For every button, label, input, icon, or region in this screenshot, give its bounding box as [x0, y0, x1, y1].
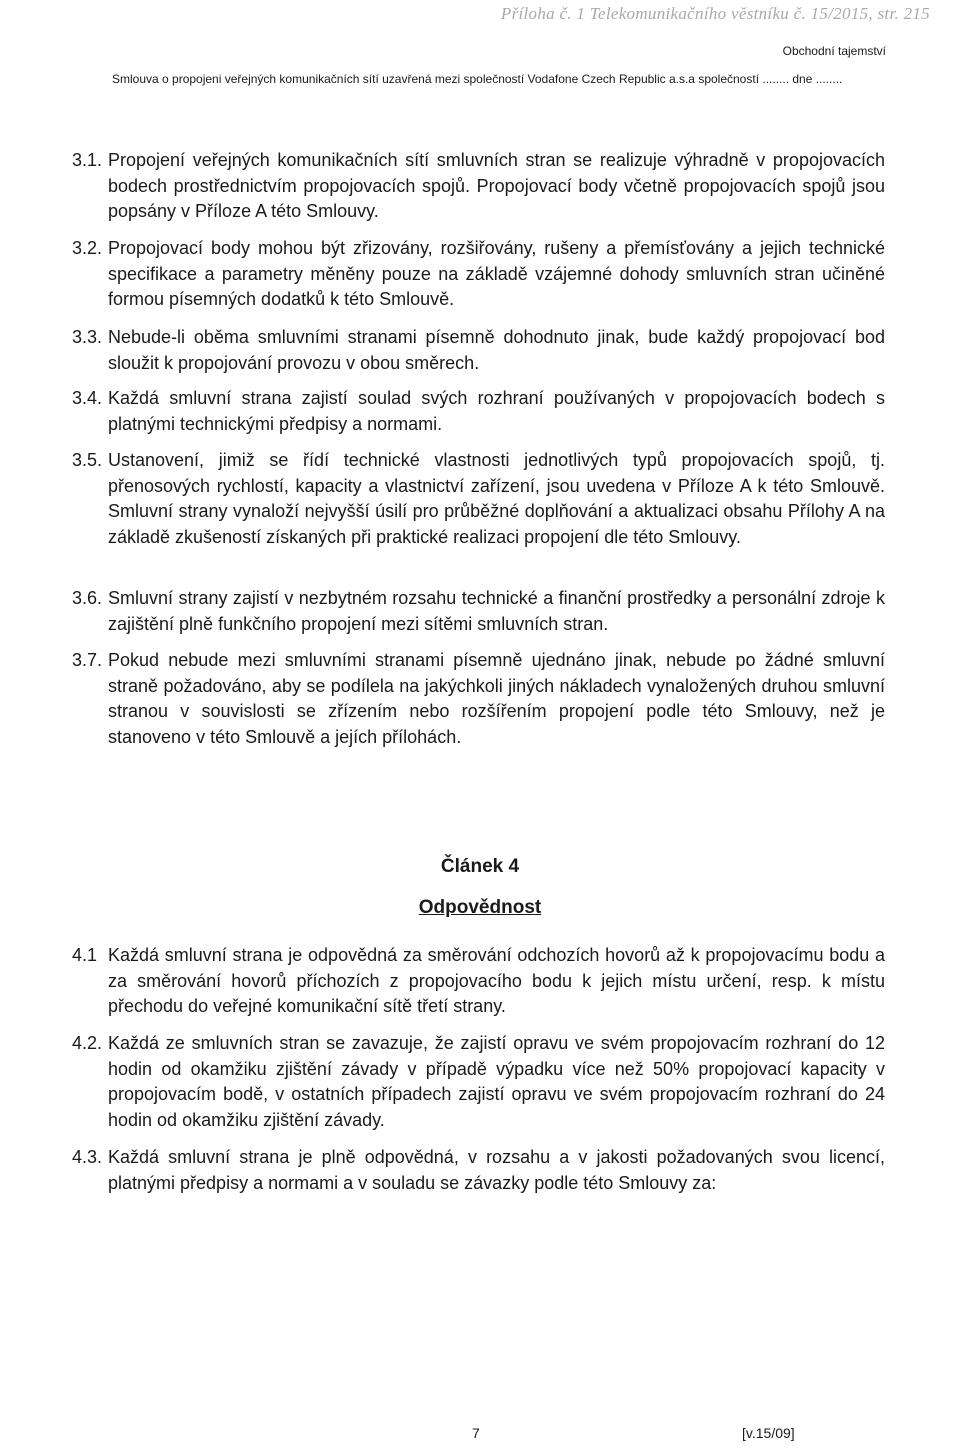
- page-number: 7: [472, 1425, 480, 1441]
- clause-3-1: [72, 148, 885, 225]
- clause-number: 3.7.: [72, 650, 103, 670]
- clause-text: Nebude-li oběma smluvními stranami písemně dohodnuto jinak, bude každý propojovací bod sloužit k propojování provozu v obou směrech.: [108, 327, 885, 373]
- journal-header: Příloha č. 1 Telekomunikačního věstníku č. 15/2015, str. 215: [500, 4, 930, 23]
- clause-number: 3.1.: [72, 150, 103, 170]
- clause-number: 4.1: [72, 945, 98, 965]
- clause-text: Každá smluvní strana je plně odpovědná, v rozsahu a v jakosti požadovaných svou licencí, platnými předpisy a normami a v souladu se závazky podle této Smlouvy za:: [108, 1147, 885, 1193]
- clause-number: 3.5.: [72, 450, 103, 470]
- clause-number: 3.3.: [72, 327, 103, 347]
- clause-4-3: [72, 1145, 885, 1196]
- clause-3-2: [72, 236, 885, 313]
- clause-3-5: [72, 448, 885, 550]
- version-label: [v.15/09]: [742, 1425, 795, 1441]
- clause-text: Propojení veřejných komunikačních sítí smluvních stran se realizuje výhradně v propojovacích bodech prostřednictvím propojovacích spojů. Propojovací body včetně propojovacích spojů jsou popsány v Příloze A této Smlouvy.: [108, 150, 885, 221]
- clause-4-1: [72, 943, 885, 1020]
- clause-number: 3.4.: [72, 388, 103, 408]
- clause-text: Každá ze smluvních stran se zavazuje, že zajistí opravu ve svém propojovacím rozhraní do 12 hodin od okamžiku zjištění závady v případě výpadku více než 50% propojovací kapacity v propojovacím bodě, v ostatních případech zajistí opravu ve svém propojovacím rozhraní do 24 hodin od okamžiku zjištění závady.: [108, 1033, 885, 1130]
- clause-text: Pokud nebude mezi smluvními stranami písemně ujednáno jinak, nebude po žádné smluvní straně požadováno, aby se podílela na jakýchkoli jiných nákladech vynaložených druhou smluvní stranou v souvislosti se zřízením nebo rozšířením propojení podle této Smlouvy, než je stanoveno v této Smlouvě a jejích přílohách.: [108, 650, 885, 747]
- clause-number: 4.3.: [72, 1147, 103, 1167]
- clause-text: Každá smluvní strana je odpovědná za směrování odchozích hovorů až k propojovacímu bodu a za směrování hovorů příchozích z propojovacího bodu k jejich místu určení, resp. k místu přechodu do veřejné komunikační sítě třetí strany.: [108, 945, 885, 1016]
- clause-3-3: [72, 325, 885, 376]
- clause-text: Každá smluvní strana zajistí soulad svých rozhraní používaných v propojovacích bodech s platnými technickými předpisy a normami.: [108, 388, 885, 434]
- clause-3-4: [72, 386, 885, 437]
- clause-4-2: [72, 1031, 885, 1133]
- article-subtitle-text: Odpovědnost: [418, 897, 542, 918]
- confidential-label: Obchodní tajemství: [782, 44, 886, 58]
- clause-number: 4.2.: [72, 1033, 103, 1053]
- article-title: Článek 4: [440, 856, 520, 877]
- article-subtitle: [0, 897, 960, 919]
- clause-3-6: [72, 586, 885, 637]
- clause-text: Smluvní strany zajistí v nezbytném rozsahu technické a finanční prostředky a personální zdroje k zajištění plně funkčního propojení mezi sítěmi smluvních stran.: [108, 588, 885, 634]
- contract-header-line: Smlouva o propojeni veřejných komunikačních sítí uzavřená mezi společností Vodafone Czech Republic a.s.a společností ........ dne ........: [112, 72, 843, 86]
- clause-number: 3.2.: [72, 238, 103, 258]
- clause-text: Propojovací body mohou být zřizovány, rozšiřovány, rušeny a přemísťovány a jejich technické specifikace a parametry měněny pouze na základě vzájemné dohody smluvních stran učiněné formou písemných dodatků k této Smlouvě.: [108, 238, 885, 309]
- clause-number: 3.6.: [72, 588, 103, 608]
- clause-3-7: [72, 648, 885, 750]
- clause-text: Ustanovení, jimiž se řídí technické vlastnosti jednotlivých typů propojovacích spojů, tj. přenosových rychlostí, kapacity a vlastnictví zařízení, jsou uvedena v Příloze A k této Smlouvě. Smluvní strany vynaloží nejvyšší úsilí pro průběžné doplňování a aktualizaci obsahu Přílohy A na základě zkušeností získaných při praktické realizaci propojení dle této Smlouvy.: [108, 450, 885, 547]
